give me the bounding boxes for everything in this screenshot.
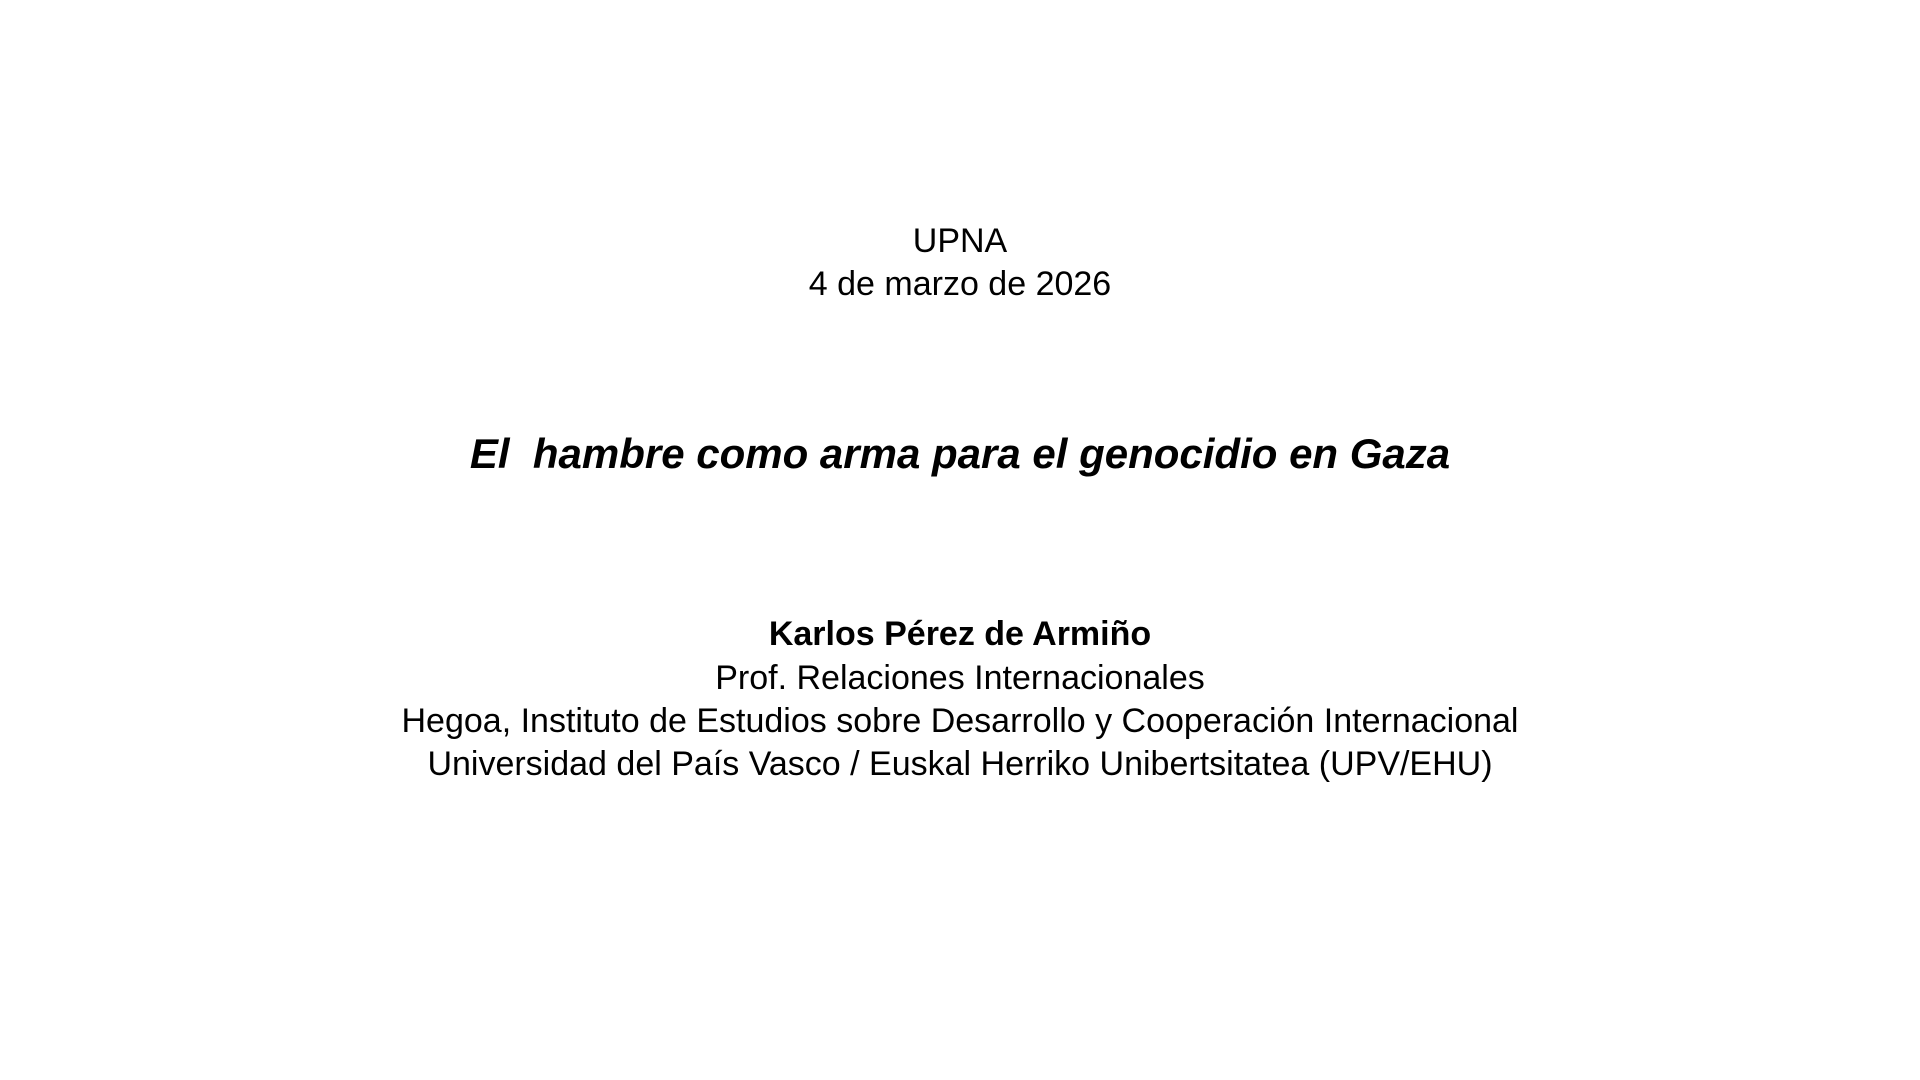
author-position: Prof. Relaciones Internacionales: [715, 659, 1205, 697]
event-date: 4 de marzo de 2026: [808, 265, 1112, 303]
author-institute: Hegoa, Instituto de Estudios sobre Desarrollo y Cooperación Internacional: [401, 702, 1519, 740]
slide-title: El hambre como arma para el genocidio en Gaza: [469, 430, 1451, 477]
author-university: Universidad del País Vasco / Euskal Herriko Unibertsitatea (UPV/EHU): [427, 745, 1493, 783]
author-name: Karlos Pérez de Armiño: [768, 615, 1152, 653]
organization-label: UPNA: [912, 222, 1008, 260]
